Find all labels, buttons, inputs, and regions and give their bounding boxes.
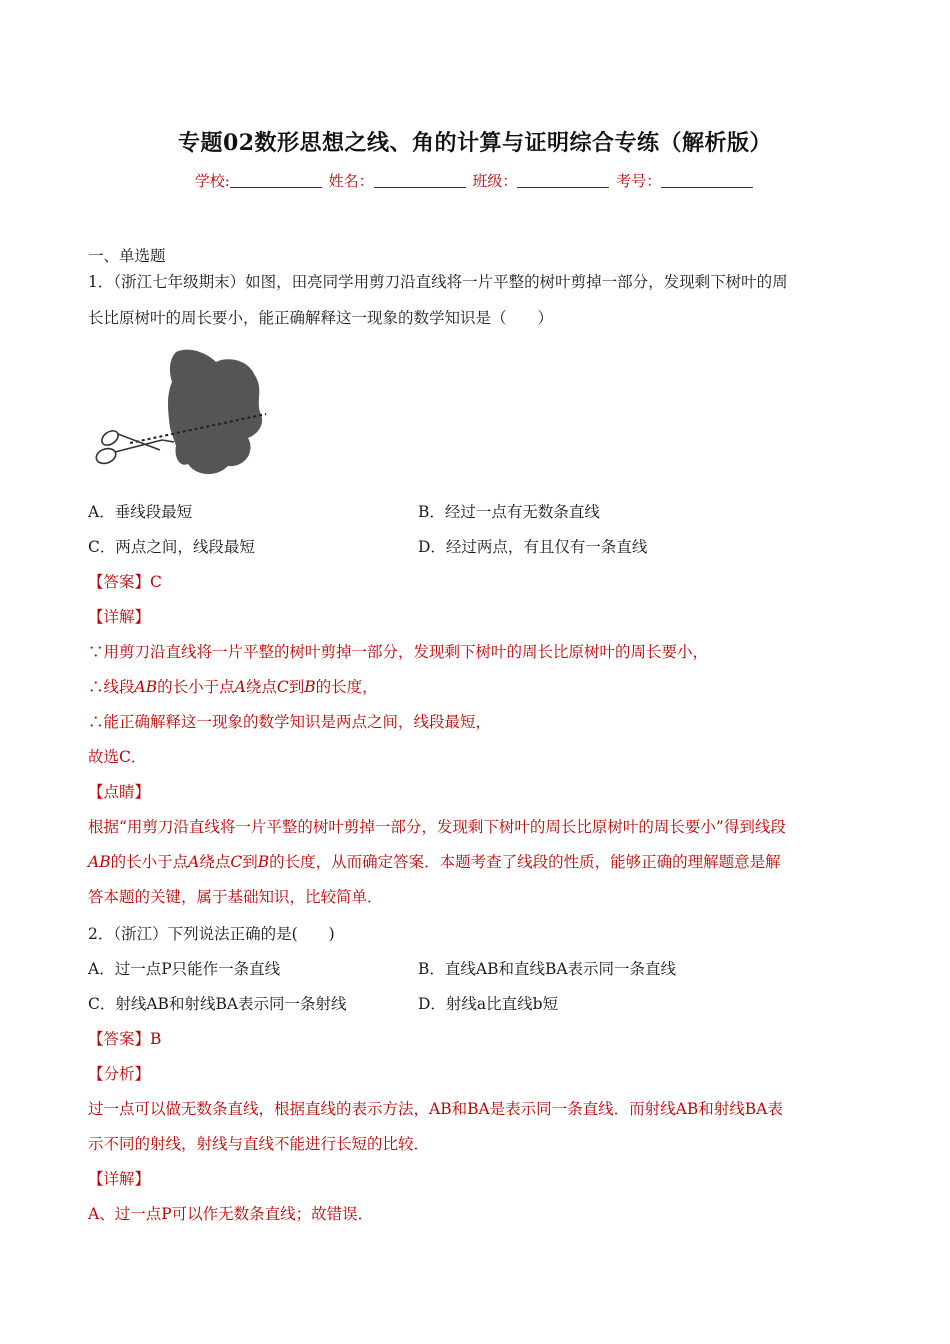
name-blank[interactable] [374, 173, 466, 188]
q2-analysis-line2: 示不同的射线，射线与直线不能进行长短的比较． [88, 1135, 430, 1153]
q1-option-b[interactable]: B．经过一点有无数条直线 [418, 503, 600, 521]
q2-answer [88, 1027, 161, 1049]
leaf-shape [168, 350, 262, 474]
class-label: 班级： [472, 172, 518, 190]
section-heading: 一、单选题 [88, 247, 166, 265]
q1-comment-line3: 答本题的关键，属于基础知识，比较简单． [88, 888, 383, 906]
class-blank[interactable] [517, 173, 609, 188]
leaf-scissors-figure [88, 342, 278, 484]
q2-option-b[interactable]: B．直线AB和直线BA表示同一条直线 [418, 960, 677, 978]
school-label: 学校: [194, 172, 230, 190]
q1-option-c[interactable]: C．两点之间，线段最短 [88, 538, 255, 556]
q2-stem: 2．（浙江）下列说法正确的是( ) [88, 925, 335, 943]
q1-stem-line1: 1．（浙江七年级期末）如图，田亮同学用剪刀沿直线将一片平整的树叶剪掉一部分，发现剩下树叶的周 [88, 273, 788, 291]
q2-detail-line1: A、过一点P可以作无数条直线；故错误． [88, 1205, 374, 1223]
page-title: 专题02数形思想之线、角的计算与证明综合专练（解析版） [177, 130, 773, 156]
q2-analysis-line1: 过一点可以做无数条直线，根据直线的表示方法，AB和BA是表示同一条直线．而射线AB和射线BA表 [88, 1100, 783, 1118]
q2-option-a[interactable]: A．过一点P只能作一条直线 [88, 960, 281, 978]
q1-option-d[interactable]: D．经过两点，有且仅有一条直线 [418, 538, 648, 556]
q1-comment-line1: 根据“用剪刀沿直线将一片平整的树叶剪掉一部分，发现剩下树叶的周长比原树叶的周长要小”得到线段 [88, 818, 786, 836]
q1-option-a[interactable]: A．垂线段最短 [88, 503, 193, 521]
q2-option-d[interactable]: D．射线a比直线b短 [418, 995, 559, 1013]
scissors-icon [94, 428, 174, 466]
student-info-row [0, 170, 950, 191]
q2-analysis-tag: 【分析】 [88, 1065, 151, 1083]
q1-answer-value: C [150, 573, 162, 591]
q1-answer [88, 570, 162, 592]
q2-option-c[interactable]: C．射线AB和射线BA表示同一条射线 [88, 995, 347, 1013]
q2-answer-tag: 【答案】 [88, 1030, 151, 1048]
q2-detail-tag: 【详解】 [88, 1170, 151, 1188]
q1-answer-tag: 【答案】 [88, 573, 151, 591]
q1-detail-line1: ∵用剪刀沿直线将一片平整的树叶剪掉一部分，发现剩下树叶的周长比原树叶的周长要小， [88, 643, 709, 661]
q1-detail-line2: ∴线段AB的长小于点A绕点C到B的长度， [88, 678, 378, 696]
exam-no-label: 考号： [616, 172, 662, 190]
q1-comment-line2: AB的长小于点A绕点C到B的长度，从而确定答案．本题考查了线段的性质，能够正确的理解题意是解 [88, 853, 781, 871]
q1-detail-tag: 【详解】 [88, 608, 151, 626]
q1-detail-line4: 故选C． [88, 748, 147, 766]
q1-detail-line3: ∴能正确解释这一现象的数学知识是两点之间，线段最短， [88, 713, 492, 731]
q2-answer-value: B [150, 1030, 162, 1048]
q1-stem-line2: 长比原树叶的周长要小，能正确解释这一现象的数学知识是（ ） [88, 309, 554, 327]
school-blank[interactable] [230, 173, 322, 188]
name-label: 姓名： [328, 172, 374, 190]
exam-no-blank[interactable] [661, 173, 753, 188]
q1-comment-tag: 【点睛】 [88, 783, 151, 801]
